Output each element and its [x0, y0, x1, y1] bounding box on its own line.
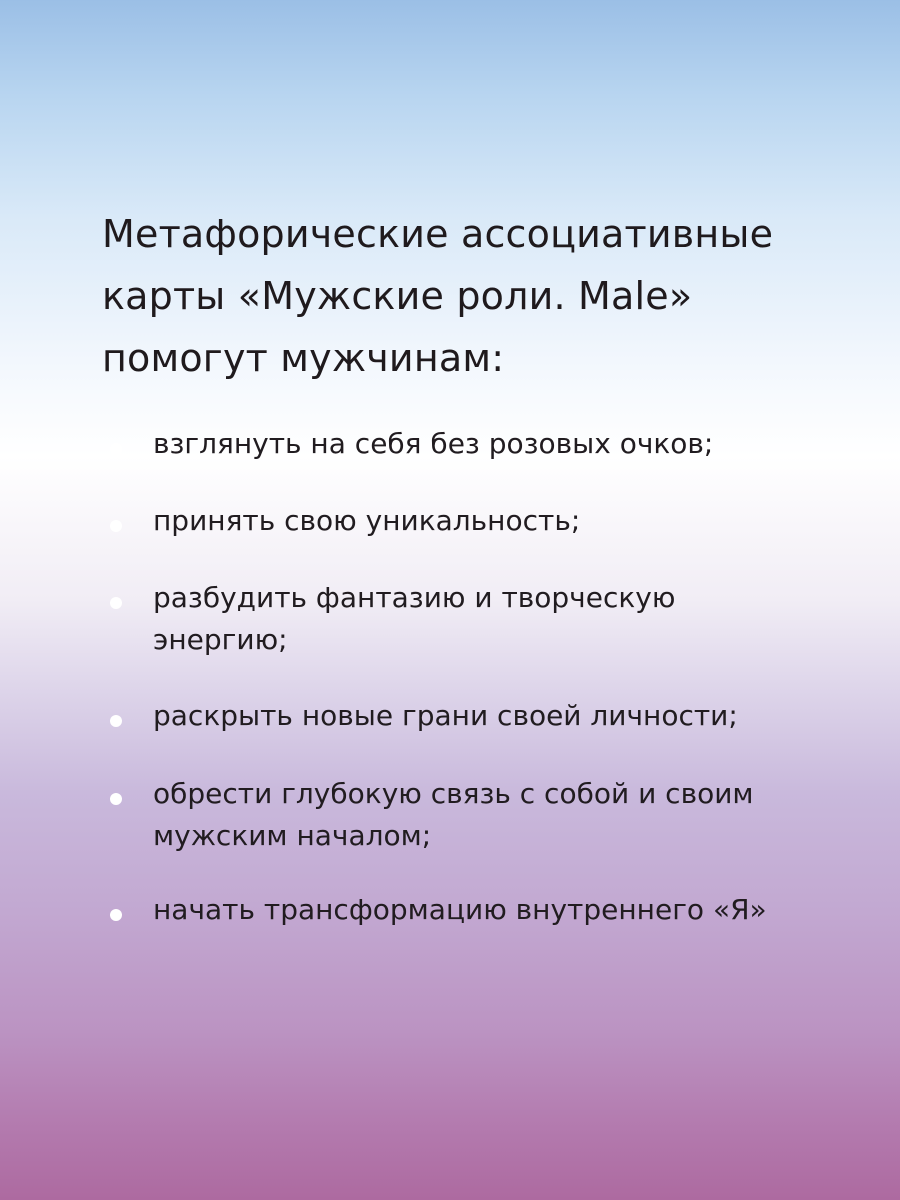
page-heading	[102, 203, 842, 389]
list-item-line-1: начать трансформацию внутреннего «Я»	[153, 893, 767, 926]
heading-line-1: Метафорические ассоциативные	[102, 212, 774, 256]
list-item-text	[153, 423, 782, 465]
list-item	[102, 695, 782, 737]
heading-line-3: помогут мужчинам:	[102, 336, 505, 380]
main-content	[102, 203, 842, 926]
list-item	[102, 423, 782, 465]
list-item-line-1: принять свою уникальность;	[153, 504, 581, 537]
list-item-text	[153, 695, 782, 737]
list-item	[102, 500, 782, 542]
list-item-text	[153, 773, 782, 857]
list-item-line-1: взглянуть на себя без розовых очков;	[153, 427, 714, 460]
list-item-line-1: разбудить фантазию и творческую	[153, 581, 676, 614]
bullet-dot-icon	[110, 443, 122, 455]
list-item	[102, 577, 782, 661]
list-item-line-1: раскрыть новые грани своей личности;	[153, 699, 738, 732]
bullet-dot-icon	[110, 520, 122, 532]
heading-line-2: карты «Мужские роли. Male»	[102, 274, 693, 318]
list-item-line-1: обрести глубокую связь с собой и своим	[153, 777, 754, 810]
list-item-text	[153, 500, 782, 542]
list-item-line-2: мужским началом;	[153, 819, 432, 852]
list-item-line-2: энергию;	[153, 623, 288, 656]
bullet-dot-icon	[110, 597, 122, 609]
list-item-text	[153, 577, 782, 661]
bullet-dot-icon	[110, 715, 122, 727]
list-item	[102, 889, 782, 931]
bullet-dot-icon	[110, 793, 122, 805]
list-item-text	[153, 889, 782, 931]
list-item	[102, 773, 782, 857]
bullet-dot-icon	[110, 909, 122, 921]
